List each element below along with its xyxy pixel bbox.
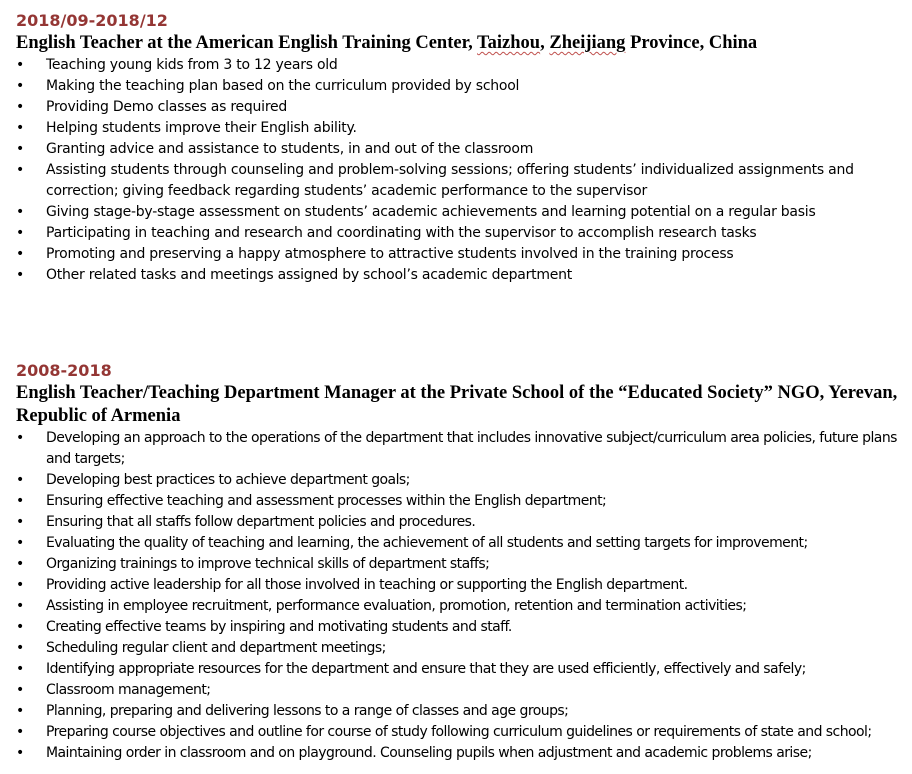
bullet-icon: • [16, 535, 24, 551]
list-item-text: Other related tasks and meetings assigned by school’s academic department [46, 267, 572, 283]
bullet-icon: • [16, 472, 24, 488]
list-item-text: Helping students improve their English ability. [46, 120, 357, 136]
job-title-part: English Teacher at the American English Training Center, [16, 33, 478, 53]
list-item [16, 223, 912, 244]
bullet-icon: • [16, 703, 24, 719]
bullet-icon: • [16, 619, 24, 635]
list-item [16, 701, 912, 722]
job-title-place: Taizhou [477, 33, 541, 53]
list-item [16, 265, 912, 286]
list-item-text: Scheduling regular client and department meetings; [46, 640, 386, 656]
bullet-icon: • [16, 514, 24, 530]
list-item [16, 76, 912, 97]
bullet-icon: • [16, 78, 25, 94]
list-item-text: Giving stage-by-stage assessment on students’ academic achievements and learning potential on a regular basis [46, 204, 816, 220]
list-item-text: Identifying appropriate resources for the department and ensure that they are used efficiently, effectively and safely; [46, 661, 806, 677]
list-item-text: Ensuring that all staffs follow department policies and procedures. [46, 514, 476, 530]
list-item [16, 139, 912, 160]
list-item-text: Organizing trainings to improve technical skills of department staffs; [46, 556, 490, 572]
list-item-text: Evaluating the quality of teaching and learning, the achievement of all students and setting targets for improvement; [46, 535, 808, 551]
bullet-icon: • [16, 745, 24, 761]
list-item-text: Planning, preparing and delivering lessons to a range of classes and age groups; [46, 703, 569, 719]
list-item-text: Developing best practices to achieve department goals; [46, 472, 410, 488]
list-item-text: Granting advice and assistance to students, in and out of the classroom [46, 141, 534, 157]
bullet-icon: • [16, 267, 25, 283]
bullet-icon: • [16, 141, 25, 157]
list-item [16, 97, 912, 118]
list-item-text: Participating in teaching and research and coordinating with the supervisor to accomplish research tasks [46, 225, 757, 241]
bullet-icon: • [16, 682, 24, 698]
list-item [16, 244, 912, 265]
bullet-icon: • [16, 162, 25, 178]
list-item-text: Preparing course objectives and outline for course of study following curriculum guidelines or requirements of state and school; [46, 724, 872, 740]
duties-list [16, 428, 912, 764]
job-title: English Teacher/Teaching Department Manager at the Private School of the “Educated Society” NGO, Yerevan, Republic of Armenia [16, 383, 898, 426]
list-item [16, 575, 912, 596]
bullet-icon: • [16, 225, 25, 241]
bullet-icon: • [16, 57, 25, 73]
bullet-icon: • [16, 556, 24, 572]
list-item-text: Assisting students through counseling and problem-solving sessions; offering students’ individualized assignments and correction; giving feedback regarding students’ academic performance to the supervisor [46, 162, 854, 199]
job-title-place: Zheijiang [549, 33, 626, 53]
job-title [16, 32, 912, 55]
list-item-text: Developing an approach to the operations of the department that includes innovative subject/curriculum area policies, future plans and targets; [46, 430, 897, 467]
list-item-text: Creating effective teams by inspiring and motivating students and staff. [46, 619, 512, 635]
experience-section-2 [16, 360, 912, 764]
list-item [16, 491, 912, 512]
experience-section-1 [16, 10, 912, 286]
list-item [16, 722, 912, 743]
list-item-text: Promoting and preserving a happy atmosphere to attractive students involved in the training process [46, 246, 734, 262]
list-item [16, 554, 912, 575]
list-item [16, 512, 912, 533]
list-item-text: Teaching young kids from 3 to 12 years old [46, 57, 338, 73]
list-item [16, 533, 912, 554]
list-item [16, 118, 912, 139]
list-item-text: Making the teaching plan based on the curriculum provided by school [46, 78, 520, 94]
list-item-text: Maintaining order in classroom and on playground. Counseling pupils when adjustment and academic problems arise; [46, 745, 812, 761]
bullet-icon: • [16, 204, 25, 220]
job-title-part: , [540, 33, 550, 53]
list-item-text: Providing active leadership for all those involved in teaching or supporting the English department. [46, 577, 688, 593]
list-item [16, 638, 912, 659]
bullet-icon: • [16, 493, 24, 509]
bullet-icon: • [16, 430, 24, 446]
list-item [16, 617, 912, 638]
date-range: 2008-2018 [16, 361, 112, 380]
bullet-icon: • [16, 640, 24, 656]
list-item-text: Providing Demo classes as required [46, 99, 288, 115]
list-item [16, 160, 912, 202]
job-title-part: Province, China [625, 33, 758, 53]
list-item [16, 202, 912, 223]
bullet-icon: • [16, 246, 25, 262]
date-range: 2018/09-2018/12 [16, 11, 168, 30]
bullet-icon: • [16, 120, 25, 136]
list-item [16, 470, 912, 491]
list-item [16, 55, 912, 76]
bullet-icon: • [16, 598, 24, 614]
bullet-icon: • [16, 99, 25, 115]
list-item [16, 596, 912, 617]
list-item [16, 428, 912, 470]
list-item [16, 743, 912, 764]
list-item-text: Ensuring effective teaching and assessment processes within the English department; [46, 493, 607, 509]
bullet-icon: • [16, 724, 24, 740]
bullet-icon: • [16, 661, 24, 677]
bullet-icon: • [16, 577, 24, 593]
duties-list [16, 55, 912, 286]
list-item [16, 680, 912, 701]
list-item [16, 659, 912, 680]
list-item-text: Classroom management; [46, 682, 211, 698]
list-item-text: Assisting in employee recruitment, performance evaluation, promotion, retention and termination activities; [46, 598, 747, 614]
